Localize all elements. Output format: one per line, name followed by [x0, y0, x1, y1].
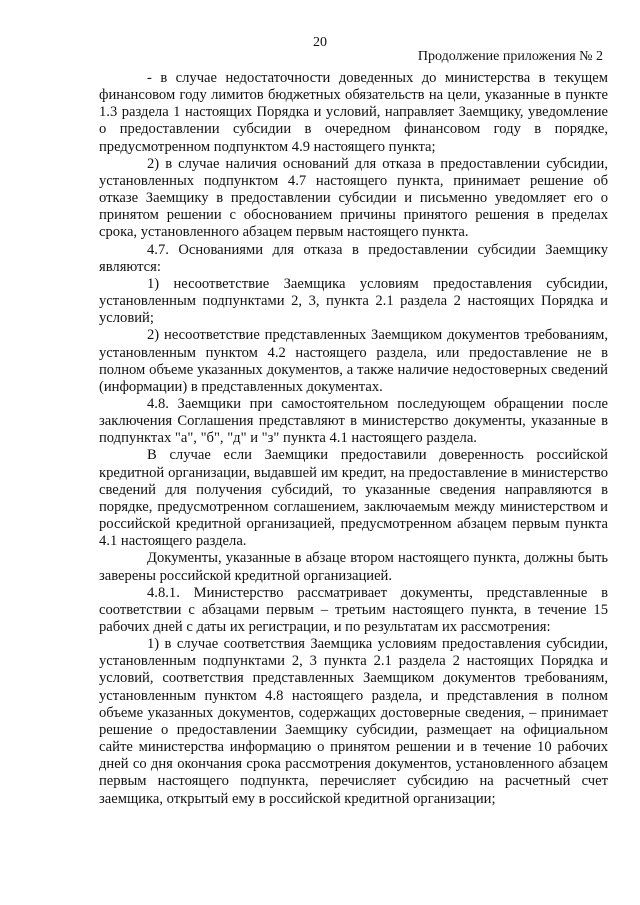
paragraph-refusal-decision: 2) в случае наличия оснований для отказа в предоставлении субсидии, установленных подпунктом 4.7 настоящего пункта, принимает решение об отказе Заемщику в предоставлении субсидии и письменно уведомляет его о принятом решении с обоснованием причины принятого решения в пределах срока, установленного абзацем первым настоящего пункта.: [99, 155, 608, 241]
paragraph-4-8-1: 4.8.1. Министерство рассматривает документы, представленные в соответствии с абзацами первым – третьим настоящего пункта, в течение 15 рабочих дней с даты их регистрации, и по результатам их рассмотрения:: [99, 584, 608, 635]
paragraph-4-7-heading: 4.7. Основаниями для отказа в предоставлении субсидии Заемщику являются:: [99, 241, 608, 275]
paragraph-insufficient-limits: - в случае недостаточности доведенных до министерства в текущем финансовом году лимитов бюджетных обязательств на цели, указанные в пункте 1.3 раздела 1 настоящих Порядка и условий, направляет Заемщику, уведомление о предоставлении субсидии в очередном финансовом году в порядке, предусмотренном подпунктом 4.9 настоящего пункта;: [99, 70, 608, 155]
document-body: [99, 70, 608, 808]
paragraph-power-of-attorney: В случае если Заемщики предоставили доверенность российской кредитной организации, выдавшей им кредит, на предоставление в министерство сведений для получения субсидий, то указанные сведения направляются в порядке, предусмотренном соглашением, заключаемым между министерством и российской кредитной организацией, предусмотренном абзацем первым пункта 4.1 настоящего раздела.: [99, 447, 608, 550]
paragraph-4-8: 4.8. Заемщики при самостоятельном последующем обращении после заключения Соглашения представляют в министерство документы, указанные в подпунктах "а", "б", "д" и "з" пункта 4.1 настоящего раздела.: [99, 395, 608, 447]
appendix-continuation-note: Продолжение приложения № 2: [417, 49, 603, 64]
paragraph-4-7-item-2: 2) несоответствие представленных Заемщиком документов требованиям, установленным пунктом 4.2 настоящего раздела, или предоставление не в полном объеме указанных документов, а также наличие недостоверных сведений (информации) в представленных документах.: [99, 327, 608, 395]
paragraph-4-7-item-1: 1) несоответствие Заемщика условиям предоставления субсидии, установленным подпунктами 2, 3, пункта 2.1 раздела 2 настоящих Порядка и условий;: [99, 275, 608, 327]
page-number: 20: [313, 35, 327, 50]
paragraph-certification: Документы, указанные в абзаце втором настоящего пункта, должны быть заверены российской кредитной организацией.: [99, 550, 608, 584]
paragraph-4-8-1-item-1: 1) в случае соответствия Заемщика условиям предоставления субсидии, установленным подпунктами 2, 3 пункта 2.1 раздела 2 настоящих Порядка и условий, соответствия представленных Заемщиком документов требованиям, установленным пунктом 4.8 настоящего раздела, и представления в полном объеме указанных документов, содержащих достоверные сведения, – принимает решение о предоставлении Заемщику субсидии, размещает на официальном сайте министерства информацию о принятом решении и в течение 10 рабочих дней со дня окончания срока рассмотрения документов, установленного абзацем первым настоящего подпункта, перечисляет субсидию на расчетный счет заемщика, открытый ему в российской кредитной организации;: [99, 636, 608, 807]
